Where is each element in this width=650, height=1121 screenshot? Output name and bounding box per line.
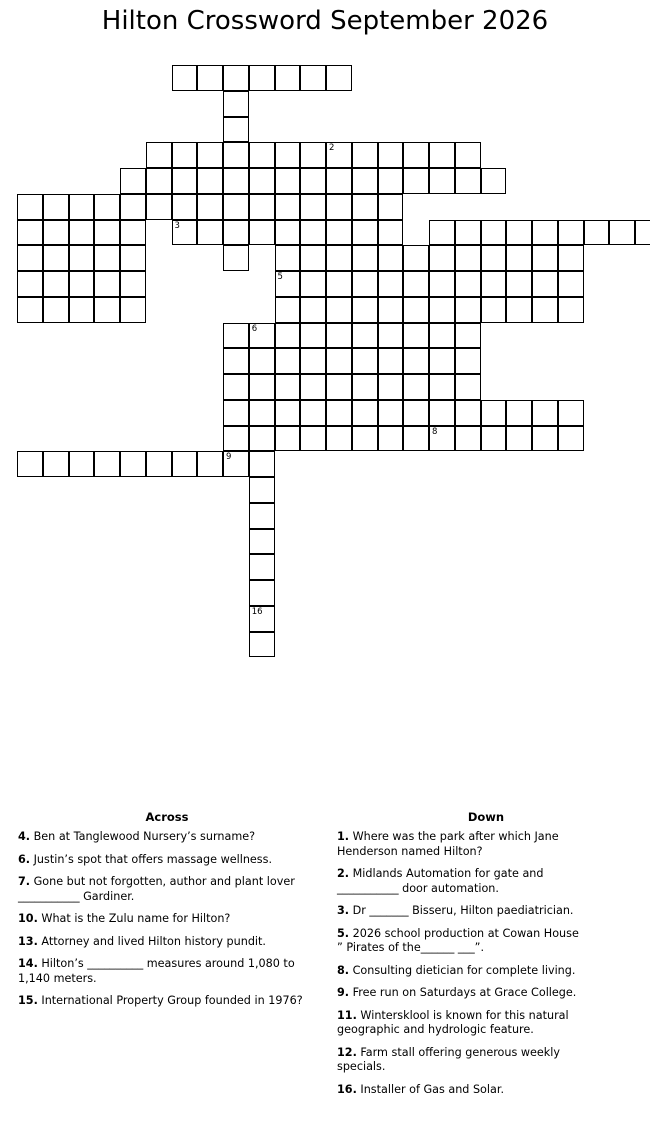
grid-cell[interactable] — [223, 323, 249, 349]
grid-cell[interactable] — [532, 426, 558, 452]
clue-number: 2. — [337, 867, 350, 880]
grid-cell[interactable] — [120, 168, 146, 194]
grid-cell[interactable] — [455, 245, 481, 271]
clue-number: 10. — [18, 912, 38, 925]
across-clue — [18, 853, 323, 868]
clue-number: 8. — [337, 963, 350, 977]
grid-cell[interactable] — [249, 65, 275, 91]
grid-cell[interactable] — [609, 220, 635, 246]
grid-cell[interactable] — [275, 65, 301, 91]
grid-cell[interactable] — [481, 245, 507, 271]
grid-cell[interactable] — [94, 220, 120, 246]
grid-cell[interactable] — [300, 142, 326, 168]
grid-cell[interactable] — [429, 348, 455, 374]
grid-cell[interactable] — [326, 323, 352, 349]
grid-cell[interactable] — [120, 451, 146, 477]
grid-cell[interactable] — [352, 220, 378, 246]
clue-text: What is the Zulu name for Hilton? — [41, 912, 231, 925]
grid-cell[interactable] — [249, 529, 275, 555]
grid-cell[interactable] — [532, 271, 558, 297]
grid-cell[interactable] — [197, 65, 223, 91]
grid-cell[interactable] — [17, 220, 43, 246]
grid-cell[interactable] — [403, 297, 429, 323]
grid-cell[interactable] — [532, 297, 558, 323]
grid-cell[interactable] — [300, 65, 326, 91]
clue-text: Dr _______ Bisseru, Hilton paediatrician. — [352, 904, 574, 917]
grid-cell[interactable] — [69, 245, 95, 271]
grid-cell[interactable] — [403, 348, 429, 374]
grid-cell[interactable] — [352, 400, 378, 426]
grid-cell[interactable] — [403, 142, 429, 168]
grid-cell[interactable] — [146, 194, 172, 220]
clue-text: Midlands Automation for gate and ___________ door automation. — [337, 867, 544, 895]
grid-cell[interactable] — [275, 400, 301, 426]
grid-cell[interactable] — [249, 426, 275, 452]
grid-cell[interactable] — [481, 400, 507, 426]
grid-cell[interactable] — [94, 451, 120, 477]
grid-cell[interactable] — [481, 426, 507, 452]
grid-cell[interactable] — [275, 323, 301, 349]
grid-cell[interactable] — [300, 271, 326, 297]
across-clue — [18, 994, 323, 1009]
grid-cell[interactable] — [558, 245, 584, 271]
clue-number: 4. — [18, 830, 31, 843]
grid-cell[interactable] — [378, 400, 404, 426]
grid-cell[interactable] — [120, 245, 146, 271]
grid-cell[interactable] — [506, 271, 532, 297]
grid-cell[interactable] — [326, 220, 352, 246]
clue-number: 1. — [337, 830, 350, 843]
grid-cell[interactable] — [17, 451, 43, 477]
grid-cell[interactable] — [506, 400, 532, 426]
grid-cell[interactable] — [197, 142, 223, 168]
grid-cell[interactable] — [326, 297, 352, 323]
clue-text: Installer of Gas and Solar. — [360, 1082, 504, 1096]
grid-cell[interactable] — [352, 194, 378, 220]
grid-cell[interactable] — [378, 245, 404, 271]
grid-cell[interactable] — [403, 426, 429, 452]
clue-text: Farm stall offering generous weekly specials. — [337, 1045, 560, 1073]
grid-cell[interactable] — [635, 220, 650, 246]
grid-cell[interactable] — [455, 271, 481, 297]
grid-cell[interactable] — [43, 451, 69, 477]
grid-cell[interactable] — [558, 297, 584, 323]
clue-text: Consulting dietician for complete living. — [352, 963, 576, 977]
grid-cell[interactable] — [172, 142, 198, 168]
clue-number: 6 — [251, 323, 258, 334]
grid-cell[interactable] — [429, 297, 455, 323]
down-clue — [337, 867, 587, 896]
grid-cell[interactable] — [403, 323, 429, 349]
grid-cell[interactable] — [455, 220, 481, 246]
grid-cell[interactable] — [481, 168, 507, 194]
grid-cell[interactable] — [146, 168, 172, 194]
grid-cell[interactable] — [120, 271, 146, 297]
grid-cell[interactable] — [69, 297, 95, 323]
grid-cell[interactable] — [326, 142, 352, 168]
across-clue — [18, 830, 323, 845]
grid-cell[interactable] — [326, 194, 352, 220]
grid-cell[interactable] — [43, 194, 69, 220]
grid-cell[interactable] — [146, 451, 172, 477]
clue-number: 5. — [337, 926, 350, 940]
grid-cell[interactable] — [17, 297, 43, 323]
grid-cell[interactable] — [326, 400, 352, 426]
grid-cell[interactable] — [326, 426, 352, 452]
grid-cell[interactable] — [352, 245, 378, 271]
grid-cell[interactable] — [300, 426, 326, 452]
grid-cell[interactable] — [584, 220, 610, 246]
grid-cell[interactable] — [223, 142, 249, 168]
down-clue — [337, 1083, 587, 1098]
grid-cell[interactable] — [378, 142, 404, 168]
down-clue — [337, 1009, 587, 1038]
grid-cell[interactable] — [506, 245, 532, 271]
grid-cell[interactable] — [429, 245, 455, 271]
grid-cell[interactable] — [429, 400, 455, 426]
clue-number: 15. — [18, 994, 38, 1007]
clue-text: Wintersklool is known for this natural geographic and hydrologic feature. — [337, 1008, 569, 1036]
clue-text: Free run on Saturdays at Grace College. — [352, 986, 577, 999]
grid-cell[interactable] — [249, 580, 275, 606]
grid-cell[interactable] — [223, 374, 249, 400]
grid-cell[interactable] — [223, 245, 249, 271]
grid-cell[interactable] — [275, 220, 301, 246]
grid-cell[interactable] — [326, 271, 352, 297]
grid-cell[interactable] — [275, 194, 301, 220]
grid-cell[interactable] — [403, 245, 429, 271]
down-clues — [337, 810, 587, 1105]
grid-cell[interactable] — [249, 451, 275, 477]
grid-cell[interactable] — [94, 271, 120, 297]
grid-cell[interactable] — [172, 194, 198, 220]
grid-cell[interactable] — [17, 271, 43, 297]
grid-cell[interactable] — [275, 374, 301, 400]
grid-cell[interactable] — [223, 194, 249, 220]
grid-cell[interactable] — [275, 348, 301, 374]
grid-cell[interactable] — [197, 451, 223, 477]
grid-cell[interactable] — [249, 400, 275, 426]
grid-cell[interactable] — [429, 374, 455, 400]
clue-number: 3 — [174, 220, 180, 231]
clue-number: 6. — [18, 852, 31, 866]
grid-cell[interactable] — [326, 245, 352, 271]
clue-number: 7. — [18, 875, 31, 888]
clue-number: 12. — [337, 1045, 357, 1059]
grid-cell[interactable] — [120, 194, 146, 220]
clue-text: International Property Group founded in 1976? — [41, 994, 303, 1007]
clue-number: 14. — [18, 957, 38, 970]
grid-cell[interactable] — [249, 348, 275, 374]
clue-text: 2026 school production at Cowan House ” Pirates of the______ ___”. — [337, 926, 579, 954]
grid-cell[interactable] — [69, 194, 95, 220]
grid-cell[interactable] — [403, 374, 429, 400]
grid-cell[interactable] — [352, 426, 378, 452]
clue-number: 9 — [226, 452, 232, 463]
grid-cell[interactable] — [506, 297, 532, 323]
down-clue — [337, 830, 587, 859]
grid-cell[interactable] — [172, 220, 198, 246]
grid-cell[interactable] — [300, 374, 326, 400]
grid-cell[interactable] — [558, 271, 584, 297]
clue-number: 16 — [251, 606, 263, 617]
grid-cell[interactable] — [249, 168, 275, 194]
grid-cell[interactable] — [94, 297, 120, 323]
grid-cell[interactable] — [300, 348, 326, 374]
grid-cell[interactable] — [223, 65, 249, 91]
grid-cell[interactable] — [300, 297, 326, 323]
grid-cell[interactable] — [172, 168, 198, 194]
grid-cell[interactable] — [120, 220, 146, 246]
grid-cell[interactable] — [326, 374, 352, 400]
grid-cell[interactable] — [69, 220, 95, 246]
grid-cell[interactable] — [223, 91, 249, 117]
grid-cell[interactable] — [300, 220, 326, 246]
grid-cell[interactable] — [429, 323, 455, 349]
grid-cell[interactable] — [249, 194, 275, 220]
grid-cell[interactable] — [378, 297, 404, 323]
clue-number: 2 — [329, 143, 335, 154]
grid-cell[interactable] — [300, 245, 326, 271]
grid-cell[interactable] — [249, 323, 275, 349]
grid-cell[interactable] — [249, 503, 275, 529]
grid-cell[interactable] — [352, 374, 378, 400]
down-clue — [337, 964, 587, 979]
grid-cell[interactable] — [275, 297, 301, 323]
grid-cell[interactable] — [532, 400, 558, 426]
down-heading: Down — [467, 810, 505, 824]
grid-cell[interactable] — [455, 348, 481, 374]
clue-text: Justin’s spot that offers massage wellness. — [33, 852, 273, 866]
grid-cell[interactable] — [403, 168, 429, 194]
grid-cell[interactable] — [43, 297, 69, 323]
grid-cell[interactable] — [249, 606, 275, 632]
grid-cell[interactable] — [352, 168, 378, 194]
grid-cell[interactable] — [506, 426, 532, 452]
grid-cell[interactable] — [455, 142, 481, 168]
grid-cell[interactable] — [455, 323, 481, 349]
down-clue — [337, 927, 587, 956]
grid-cell[interactable] — [429, 220, 455, 246]
down-clue — [337, 1046, 587, 1075]
clue-number: 16. — [337, 1082, 357, 1096]
grid-cell[interactable] — [352, 297, 378, 323]
grid-cell[interactable] — [455, 426, 481, 452]
grid-cell[interactable] — [275, 245, 301, 271]
grid-cell[interactable] — [326, 168, 352, 194]
grid-cell[interactable] — [378, 426, 404, 452]
across-clue — [18, 957, 323, 986]
grid-cell[interactable] — [249, 554, 275, 580]
grid-cell[interactable] — [172, 451, 198, 477]
grid-cell[interactable] — [300, 323, 326, 349]
grid-cell[interactable] — [69, 271, 95, 297]
grid-cell[interactable] — [378, 168, 404, 194]
grid-cell[interactable] — [429, 142, 455, 168]
grid-cell[interactable] — [17, 245, 43, 271]
grid-cell[interactable] — [94, 245, 120, 271]
grid-cell[interactable] — [378, 348, 404, 374]
grid-cell[interactable] — [197, 220, 223, 246]
grid-cell[interactable] — [326, 65, 352, 91]
grid-cell[interactable] — [249, 477, 275, 503]
clue-text: Ben at Tanglewood Nursery’s surname? — [33, 830, 256, 843]
grid-cell[interactable] — [172, 65, 198, 91]
grid-cell[interactable] — [223, 348, 249, 374]
grid-cell[interactable] — [223, 220, 249, 246]
clue-text: Gone but not forgotten, author and plant lover ___________ Gardiner. — [18, 875, 295, 903]
grid-cell[interactable] — [352, 142, 378, 168]
grid-cell[interactable] — [223, 117, 249, 143]
grid-cell[interactable] — [43, 245, 69, 271]
down-clue — [337, 986, 587, 1001]
clue-text: Where was the park after which Jane Henderson named Hilton? — [337, 830, 559, 858]
grid-cell[interactable] — [300, 194, 326, 220]
grid-cell[interactable] — [455, 168, 481, 194]
grid-cell[interactable] — [223, 451, 249, 477]
grid-cell[interactable] — [378, 271, 404, 297]
clue-number: 9. — [337, 986, 350, 999]
grid-cell[interactable] — [532, 220, 558, 246]
grid-cell[interactable] — [249, 220, 275, 246]
grid-cell[interactable] — [378, 220, 404, 246]
page-title: Hilton Crossword September 2026 — [101, 6, 549, 36]
grid-cell[interactable] — [429, 426, 455, 452]
across-heading: Across — [145, 810, 189, 824]
grid-cell[interactable] — [429, 271, 455, 297]
grid-cell[interactable] — [223, 400, 249, 426]
grid-cell[interactable] — [197, 194, 223, 220]
grid-cell[interactable] — [429, 168, 455, 194]
grid-cell[interactable] — [352, 271, 378, 297]
grid-cell[interactable] — [120, 297, 146, 323]
grid-cell[interactable] — [197, 168, 223, 194]
across-clue — [18, 935, 323, 950]
grid-cell[interactable] — [94, 194, 120, 220]
grid-cell[interactable] — [352, 323, 378, 349]
grid-cell[interactable] — [43, 271, 69, 297]
grid-cell[interactable] — [558, 426, 584, 452]
clue-text: Attorney and lived Hilton history pundit. — [41, 934, 266, 948]
grid-cell[interactable] — [403, 271, 429, 297]
grid-cell[interactable] — [275, 168, 301, 194]
across-clues — [18, 810, 323, 1017]
grid-cell[interactable] — [378, 323, 404, 349]
grid-cell[interactable] — [249, 374, 275, 400]
grid-cell[interactable] — [275, 271, 301, 297]
grid-cell[interactable] — [378, 374, 404, 400]
grid-cell[interactable] — [378, 194, 404, 220]
grid-cell[interactable] — [275, 142, 301, 168]
grid-cell[interactable] — [481, 297, 507, 323]
grid-cell[interactable] — [17, 194, 43, 220]
grid-cell[interactable] — [455, 374, 481, 400]
grid-cell[interactable] — [249, 142, 275, 168]
grid-cell[interactable] — [481, 271, 507, 297]
grid-cell[interactable] — [223, 426, 249, 452]
grid-cell[interactable] — [558, 400, 584, 426]
grid-cell[interactable] — [455, 297, 481, 323]
grid-cell[interactable] — [403, 400, 429, 426]
clue-number: 8 — [432, 426, 438, 437]
clue-number: 3. — [337, 904, 350, 917]
down-clue — [337, 904, 587, 919]
grid-cell[interactable] — [352, 348, 378, 374]
grid-cell[interactable] — [300, 400, 326, 426]
grid-cell[interactable] — [223, 168, 249, 194]
across-clue — [18, 912, 323, 927]
grid-cell[interactable] — [69, 451, 95, 477]
clue-number: 13. — [18, 934, 38, 948]
grid-cell[interactable] — [249, 632, 275, 658]
grid-cell[interactable] — [532, 245, 558, 271]
across-clue — [18, 875, 323, 904]
grid-cell[interactable] — [558, 220, 584, 246]
grid-cell[interactable] — [506, 220, 532, 246]
clue-number: 5 — [277, 272, 283, 282]
clue-text: Hilton’s __________ measures around 1,080 to 1,140 meters. — [18, 957, 295, 985]
grid-cell[interactable] — [481, 220, 507, 246]
grid-cell[interactable] — [455, 400, 481, 426]
grid-cell[interactable] — [146, 142, 172, 168]
grid-cell[interactable] — [43, 220, 69, 246]
clue-number: 11. — [337, 1008, 357, 1022]
grid-cell[interactable] — [275, 426, 301, 452]
grid-cell[interactable] — [326, 348, 352, 374]
grid-cell[interactable] — [300, 168, 326, 194]
